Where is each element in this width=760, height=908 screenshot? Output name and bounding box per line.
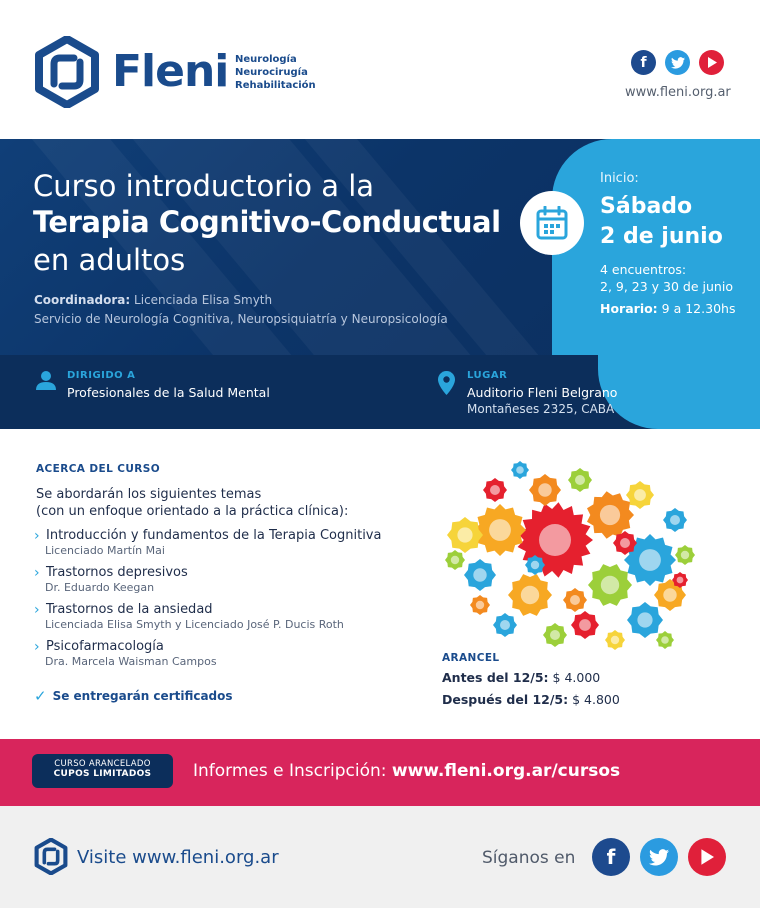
gear-hub [451,556,459,564]
youtube-icon[interactable] [699,50,724,75]
gear-hub [516,466,524,474]
schedule: Horario: 9 a 12.30hs [600,301,736,316]
gear-hub [634,489,646,501]
gear-hub [681,551,689,559]
gear-hub [570,595,580,605]
gear-hub [661,636,669,644]
about-course-title: ACERCA DEL CURSO [36,463,161,475]
twitter-icon[interactable] [640,838,678,876]
gear-hub [473,568,486,581]
course-title-line1: Curso introductorio a la [33,169,375,203]
gear-hub [457,527,472,542]
gear-hub [670,515,680,525]
gear-hub [538,483,551,496]
gear-hub [579,619,591,631]
fee-after: Después del 12/5: $ 4.800 [442,692,620,707]
list-item: › Psicofarmacología Dra. Marcela Waisman Campos [34,639,217,668]
gear-hub [575,475,585,485]
gear-hub [600,505,620,525]
chevron-right-icon: › [34,602,40,618]
gear-hub [677,577,684,584]
gear-hub [637,612,652,627]
registration-link[interactable]: www.fleni.org.ar/cursos [391,761,621,781]
header [0,0,760,139]
list-item: › Trastornos de la ansiedad Licenciada Elisa Smyth y Licenciado José P. Ducis Roth [34,602,344,631]
gear-hub [663,588,676,601]
social-links-footer [592,838,726,876]
gear-hub [620,538,630,548]
calendar-badge [520,191,584,255]
list-item: › Trastornos depresivos Dr. Eduardo Keegan [34,565,188,594]
certificates-note: ✓ Se entregarán certificados [34,687,233,705]
coordinator-info: Coordinadora: Licenciada Elisa Smyth Servicio de Neurología Cognitiva, Neuropsiquiatría y Neuropsicología [34,293,448,326]
start-date: Sábado 2 de junio [600,194,723,249]
fee-label: ARANCEL [442,652,500,664]
gear-hub [550,630,560,640]
gear-hub [639,549,661,571]
fleni-logo-icon [34,36,100,108]
check-icon: ✓ [34,687,47,705]
brand-tagline: Neurología Neurocirugía Rehabilitación [235,54,316,91]
gear-hub [601,576,619,594]
twitter-icon[interactable] [665,50,690,75]
brain-gears-illustration [435,455,710,670]
facebook-icon[interactable]: f [631,50,656,75]
start-label: Inicio: [600,171,639,186]
limited-spots-badge: CURSO ARANCELADO CUPOS LIMITADOS [32,754,173,788]
course-title-line2: Terapia Cognitivo-Conductual [33,205,501,239]
website-link-top[interactable]: www.fleni.org.ar [625,85,731,100]
visit-website-link[interactable]: Visite www.fleni.org.ar [77,847,279,868]
gear-hub [611,636,619,644]
gear-hub [490,485,500,495]
gear-hub [539,524,571,556]
registration-info: Informes e Inscripción: www.fleni.org.ar/cursos [193,761,621,781]
follow-us-label: Síganos en [482,848,576,868]
facebook-icon[interactable]: f [592,838,630,876]
chevron-right-icon: › [34,565,40,581]
gear-hub [476,601,484,609]
location-pin-icon [438,371,455,395]
gear-hub [489,519,511,541]
chevron-right-icon: › [34,639,40,655]
calendar-icon [536,206,568,240]
topics-list [34,528,381,676]
location-info: LUGAR Auditorio Fleni Belgrano Montañeses 2325, CABA [467,370,618,416]
gear-hub [500,620,510,630]
gear-hub [521,586,539,604]
social-links-top [631,50,724,75]
sessions-info: 4 encuentros: 2, 9, 23 y 30 de junio [600,262,733,294]
person-icon [36,370,56,390]
gear-hub [531,561,539,569]
brand-name: Fleni [112,46,229,97]
chevron-right-icon: › [34,528,40,544]
course-title-line3: en adultos [33,243,186,277]
list-item: › Introducción y fundamentos de la Terapia Cognitiva Licenciado Martín Mai [34,528,382,557]
youtube-icon[interactable] [688,838,726,876]
audience-info: DIRIGIDO A Profesionales de la Salud Mental [67,370,270,400]
course-intro: Se abordarán los siguientes temas (con un enfoque orientado a la práctica clínica): [36,487,349,519]
fee-before: Antes del 12/5: $ 4.000 [442,670,601,685]
fleni-logo-small-icon [34,838,68,875]
